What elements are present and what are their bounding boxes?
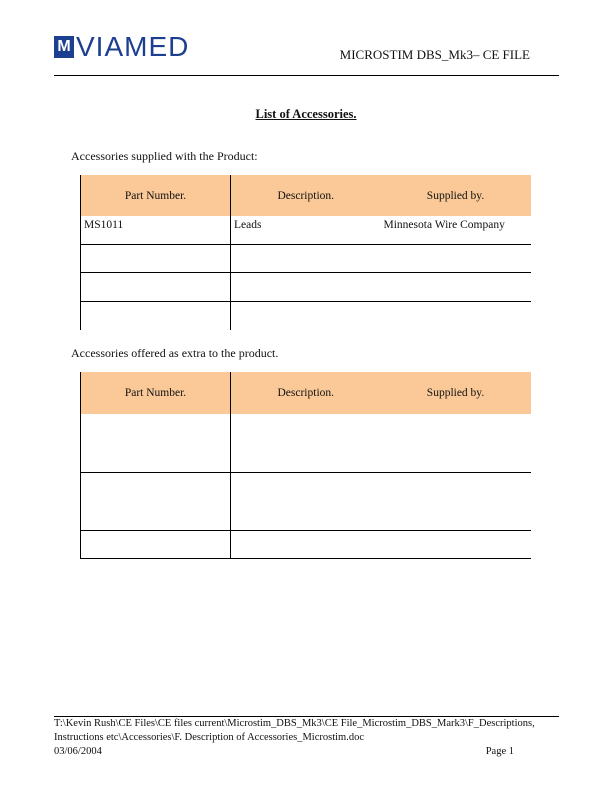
column-header: Supplied by. bbox=[381, 372, 531, 414]
footer-path-line1: T:\Kevin Rush\CE Files\CE files current\Microstim_DBS_Mk3\CE File_Microstim_DBS_Mark3\F_Descriptions, bbox=[54, 718, 535, 729]
cell bbox=[381, 414, 531, 472]
cell bbox=[81, 472, 231, 530]
table-row bbox=[81, 301, 531, 330]
cell bbox=[231, 472, 381, 530]
cell: Minnesota Wire Company bbox=[383, 219, 505, 231]
cell bbox=[381, 244, 531, 272]
extra-accessories-table bbox=[80, 372, 531, 559]
cell: Leads bbox=[234, 219, 262, 231]
section2-heading: Accessories offered as extra to the product. bbox=[71, 346, 279, 360]
logo-mark: M bbox=[54, 36, 74, 58]
table-row bbox=[81, 414, 531, 472]
page-title: List of Accessories. bbox=[255, 107, 357, 121]
column-header: Supplied by. bbox=[381, 175, 531, 216]
table-row bbox=[81, 530, 531, 558]
table-row bbox=[81, 472, 531, 530]
table-header-row bbox=[81, 372, 531, 414]
column-header: Description. bbox=[231, 372, 381, 414]
cell bbox=[231, 301, 381, 330]
table-row bbox=[81, 272, 531, 301]
column-header: Part Number. bbox=[81, 372, 231, 414]
table-row bbox=[81, 244, 531, 272]
cell bbox=[231, 530, 381, 558]
section1-heading: Accessories supplied with the Product: bbox=[71, 149, 258, 163]
cell: MS1011 bbox=[81, 216, 231, 244]
column-header: Description. bbox=[231, 175, 381, 216]
cell bbox=[381, 530, 531, 558]
footer-path-line2: Instructions etc\Accessories\F. Description of Accessories_Microstim.doc bbox=[54, 732, 365, 743]
cell bbox=[81, 301, 231, 330]
logo-text: VIAMED bbox=[76, 31, 190, 62]
footer-divider bbox=[54, 716, 559, 717]
cell bbox=[81, 272, 231, 301]
table-row bbox=[81, 216, 531, 244]
supplied-accessories-table bbox=[80, 175, 531, 330]
cell bbox=[381, 272, 531, 301]
cell bbox=[81, 244, 231, 272]
cell bbox=[231, 272, 381, 301]
document-header-title: MICROSTIM DBS_Mk3– CE FILE bbox=[339, 47, 530, 62]
cell bbox=[231, 414, 381, 472]
footer-date: 03/06/2004 bbox=[54, 746, 102, 757]
table-header-row bbox=[81, 175, 531, 216]
page-number: Page 1 bbox=[485, 746, 514, 757]
cell bbox=[381, 472, 531, 530]
cell bbox=[81, 414, 231, 472]
header-divider bbox=[54, 75, 559, 76]
cell bbox=[81, 530, 231, 558]
cell bbox=[231, 244, 381, 272]
viamed-logo bbox=[54, 32, 189, 62]
cell bbox=[381, 301, 531, 330]
column-header: Part Number. bbox=[81, 175, 231, 216]
